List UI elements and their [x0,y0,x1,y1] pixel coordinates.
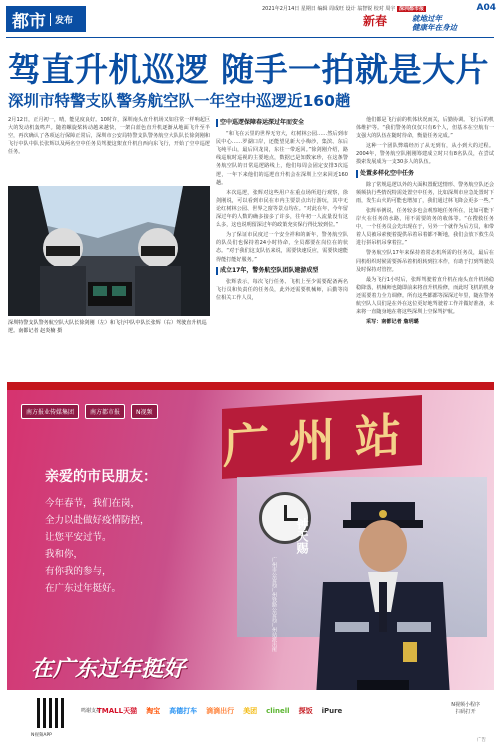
ad-logos [21,404,158,419]
masthead [0,0,500,36]
officer-name: 钟天赐 [295,518,309,554]
greeting-line: 在广东过年挺好。 [45,583,122,594]
paragraph: “和飞在云里的世界无穷大，红树林公园……然后到市民中心……罗湖口岸，还能望见新大小梅沙，集滨、东后飞纯平山，最后回龙岗，东往一带返回。”徐剑刚介绍，路线巡航时巡视的主要地点，数据已是知数家珍，在这条警务航空队的日常巡逻路线上，他们每周会固定安排3次巡逻，一年下来他们的巡逻直升机会在深圳上空来回近160趟。 [216,131,348,186]
ad-label: 广告 [477,738,486,743]
headline: 驾直升机巡逻 随手一拍就是大片 [8,50,489,89]
paragraph: 除了常规巡逻以外的大面积置配送情形、警务航空队还会频频执行些情况特需处置空中任务，比如深圳市应急处置时下雨，发生山火的可能也增加了，我们通过林飞降会更多一些。” [356,181,494,204]
paragraph: 他们都是飞行前的机体状况而关，后勤协调。飞行后的机体维护等。“我们警务的仅仅只有6个人，但基本在空航有一支强大的队伍在随时待命，衡量任务完成。” [356,117,494,140]
article-column-middle [216,116,348,304]
slogan-line-1: 就地过年 [412,14,442,23]
cockpit-illustration [8,186,210,316]
logo-southern-metropolis: 南方都市报 [85,404,125,419]
scan-text: 扫码打开 [455,709,476,715]
sponsor-meituan: 美团 [243,707,258,715]
top-rule [6,37,494,38]
section-name: 都市 [12,11,46,32]
greeting-line: 有你我的参与， [45,566,112,577]
qr-code-icon [37,698,67,728]
paragraph: 张辉举例说，任务较多也会观察地任务所在，比如可能下岸火在任务的水路，用不需要的务的收体等。“在搜救任务中，一个任务员会先出现在于，另外一个就作为后方员，和带着人员被吊索便着提供吊着吊着都不断地，我们会放下救生员进行拼吊机吊拿着拉。” [356,207,494,247]
byline: 采写：南都记者 詹玥璐 [366,319,419,326]
slogan [412,14,492,33]
greeting-line: 今年春节，我们在岗， [45,498,141,509]
officer-role: 广州市公安局广州铁路公安局广州站派出所 [271,557,277,652]
greeting-line: 让您平安过节。 [45,532,112,543]
sponsor-list [97,706,342,716]
section-tag [6,6,86,32]
logo-southern-media: 南方报业传媒集团 [21,404,79,419]
sponsor-didi: 滴滴出行 [206,707,235,715]
sponsor-taobao: 淘宝 [146,707,161,715]
paragraph: 警务航空队17年来保持着常态机所需的任务员，最后在同机组织时候需要拆吊着机组转到拉本作，有助于打到驾驶员及时保持对管控。 [356,250,494,273]
section-sub: 发布 [50,13,73,26]
edition-badge: 深圳都市报 [399,6,425,12]
sponsor-tanfan: 探饭 [298,707,313,715]
sponsor-tmall: TMALL天猫 [97,707,138,715]
lead-paragraph: 2月12日，正月初一，晴，能见度良好。10时许，深圳南头直升机场又如往常一样响起巨大的发动机轰鸣声。随着螺旋桨转动越来越快，一架白蓝色直升机逐渐从地面飞升至半空，再次确认了各项运行保障正常后，深圳市公安局特警支队警务航空大队队长徐剑刚和飞行中队中队长张辉以及两名空中任务员驾驶这架直升机自西向东飞行，开始了空中巡逻任务。 [8,117,210,156]
ad-top-strip [7,382,494,390]
advertisement [7,382,494,746]
page-number: A04 [476,3,496,13]
article-column-right [356,116,494,328]
sponsor-amap: 高德打车 [169,707,198,715]
mini-program-label [451,702,480,716]
cockpit-photo [8,186,210,316]
subheadline: 深圳市特警支队警务航空队一年空中巡逻近160趟 [8,92,351,110]
subheading-2: 成立17年，警务航空队团队建游成型 [216,267,348,275]
date-text: 2021年2月14日 星期日 编辑 周成旺 设计 翁智锐 校对 周宇 [262,6,396,12]
paragraph: 这种一个团队弊端经历了从无到有，从小到大的过程。2004年，警务航空队刚刚筹建成立时只有8名队员，在尝试摸索发展成为一支30多人的队伍。 [356,143,494,166]
slogan-line-2: 健康年在身边 [412,23,457,33]
paragraph: 最为飞行1小时后，张辉驾驶着直升机在南头直升机场稳稳降落，机械师也随即前来将直升机检修，而此时飞机的机身还需要着力全力调修。所有这些都都等深深过年里，随在警务航空队人员们是在外在这位更好地驾驶着工作并做好准备，未来将一直随身地在将这些深圳上空保驾护航。 [356,276,494,316]
sponsor-clinell: clinell [266,707,290,715]
station-sign: 广州站 [222,395,422,479]
sponsor-lead: 鸣谢支持 [81,708,102,714]
paragraph: 张辉表示，每次飞行任务、飞机上至少需要配备两名飞行员和负责任的任务员，此外还需要机械师，后勤等岗位相关工作人员， [216,278,348,301]
subheading-1: 空中巡逻保障春运深过年而安全 [216,119,348,127]
paragraph: 为了保证市民度过一个安全祥和的新年，警务航空队的队员们也保持着24小时待命，全员都要在岗位在的状态。“对于我们这支队伍来说，需要快速反应，需要快速能得能打能好服务。” [216,232,348,263]
new-year-slogan: 在广东过年挺好 [31,656,186,682]
paragraph: 本次巡逻，张辉对这些用户在重点场所进行观察，徐剑刚说，可以看到市民在市内主要景点出行游玩，其中无论红树林公园、世界之窗等景点均在。“对此在年，今年留深过年的人数的确多接多了许多，往年初一人流量没有这么多，这也说明留深过年的政策充实保行得比较到位。” [216,189,348,229]
logo-n-video: N视频 [131,404,158,419]
festival-badge: 新春 [363,14,388,28]
sponsor-bar [7,690,494,746]
sponsor-ipure: iPure [321,707,343,715]
photo-caption: 深圳特警支队警务航空队大队长徐剑刚（左）和飞行中队中队长张辉（右）驾驶直升机巡逻。南都记者 赵炎楠 摄 [8,320,207,334]
subheading-3: 处置多样化空中任务 [356,170,494,178]
date-line [262,5,426,12]
greeting-line: 全力以赴做好疫情防控， [45,515,150,526]
greeting-line: 我和你， [45,549,84,560]
qr-label: N视频APP [31,733,52,738]
mini-program-text: N视频小程序 [451,702,480,708]
greeting-title: 亲爱的市民朋友： [45,469,157,485]
